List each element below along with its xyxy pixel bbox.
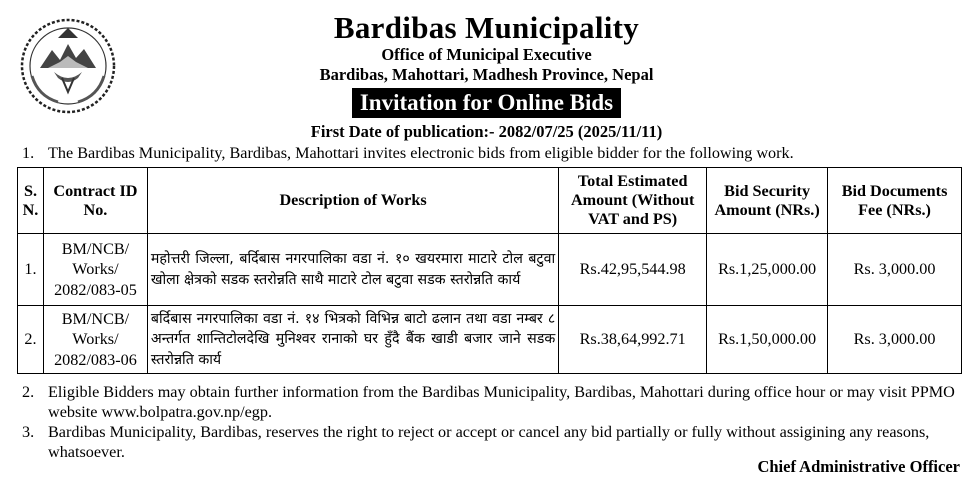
- cell-sn: 1.: [18, 234, 44, 306]
- cell-document-fee: Rs. 3,000.00: [828, 306, 962, 374]
- paragraph-2: [22, 383, 961, 422]
- table-row: [18, 306, 962, 374]
- paragraph-text: The Bardibas Municipality, Bardibas, Mahottari invites electronic bids from eligible bidder for the following work.: [48, 144, 794, 162]
- paragraph-number: 1.: [22, 144, 35, 162]
- cell-document-fee: Rs. 3,000.00: [828, 234, 962, 306]
- cell-estimated-amount: Rs.38,64,992.71: [559, 306, 707, 374]
- banner-wrap: [0, 88, 973, 120]
- cell-contract-id: BM/NCB/ Works/ 2082/083-06: [43, 306, 147, 374]
- page-title: Bardibas Municipality: [333, 10, 640, 45]
- header-bid-security: Bid Security Amount (NRs.): [707, 168, 828, 234]
- works-table: [17, 167, 962, 374]
- paragraph-1: [22, 144, 961, 164]
- paragraph-text: Bardibas Municipality, Bardibas, reserves the right to reject or accept or cancel any bid partially or fully without assigining any reasons, whatsoever.: [48, 423, 930, 461]
- cell-description: बर्दिबास नगरपालिका वडा नं. १४ भित्रको विभिन्न बाटो ढलान तथा वडा नम्बर ८ अन्तर्गत शान्तिटोलदेखि मुनिश्वर रानाको घर हुँदै बैंक खाडी बजार जाने सडक स्तरोन्नति कार्य: [147, 306, 558, 374]
- header-description: Description of Works: [147, 168, 558, 234]
- cell-description: महोत्तरी जिल्ला, बर्दिबास नगरपालिका वडा नं. १० खयरमारा माटारे टोल बटुवा खोला क्षेत्रको सडक स्तरोन्नति साथै माटारे टोल बटुवा सडक स्तरोन्नति कार्य: [147, 234, 558, 306]
- paragraph-text: Eligible Bidders may obtain further information from the Bardibas Municipality, Bardibas, Mahottari during office hour or may visit PPMO website www.bolpatra.gov.np/egp.: [48, 383, 955, 421]
- cell-estimated-amount: Rs.42,95,544.98: [559, 234, 707, 306]
- notice-banner: Invitation for Online Bids: [352, 88, 621, 118]
- header-estimated-amount: Total Estimated Amount (Without VAT and PS): [559, 168, 707, 234]
- header-contract-id: Contract ID No.: [43, 168, 147, 234]
- publication-date: First Date of publication:- 2082/07/25 (2025/11/11): [310, 122, 663, 141]
- cell-bid-security: Rs.1,25,000.00: [707, 234, 828, 306]
- cell-sn: 2.: [18, 306, 44, 374]
- header-sn: S. N.: [18, 168, 44, 234]
- office-address: Bardibas, Mahottari, Madhesh Province, Nepal: [319, 65, 654, 84]
- signoff: Chief Administrative Officer: [757, 457, 960, 476]
- header-document-fee: Bid Documents Fee (NRs.): [828, 168, 962, 234]
- office-name: Office of Municipal Executive: [381, 45, 592, 64]
- cell-bid-security: Rs.1,50,000.00: [707, 306, 828, 374]
- table-header-row: [18, 168, 962, 234]
- paragraph-number: 2.: [22, 383, 35, 401]
- table-row: [18, 234, 962, 306]
- cell-contract-id: BM/NCB/ Works/ 2082/083-05: [43, 234, 147, 306]
- paragraph-number: 3.: [22, 423, 35, 441]
